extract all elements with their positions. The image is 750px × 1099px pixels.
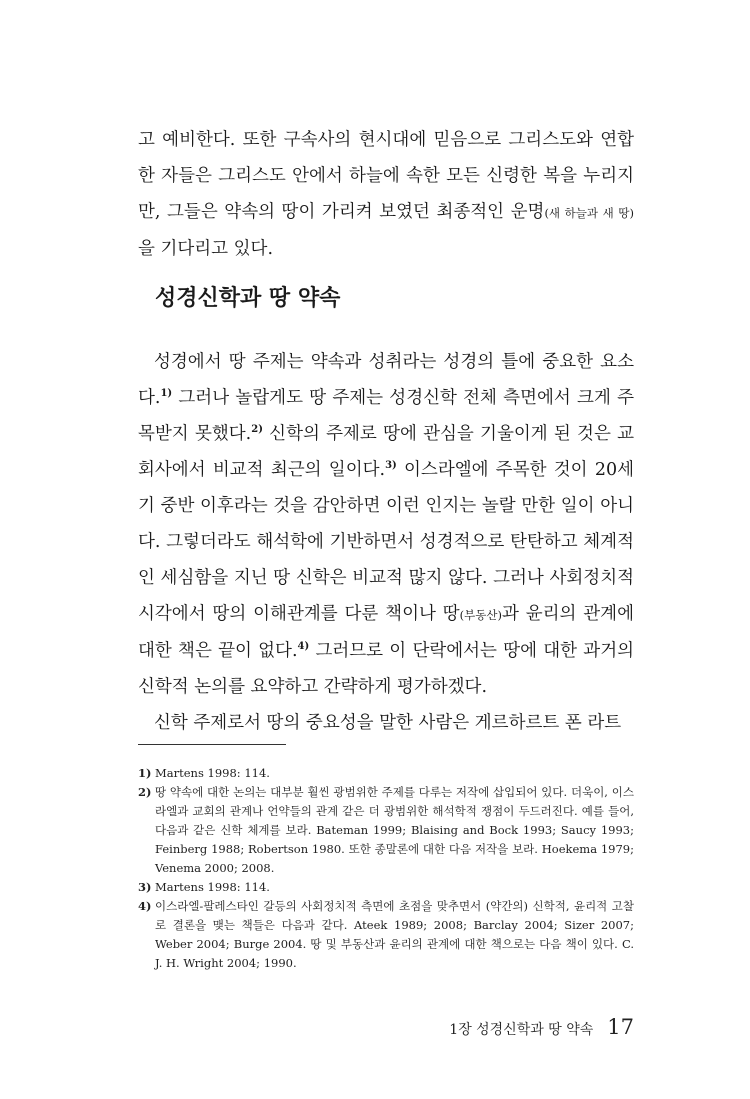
intro-text: 고 예비한다. 또한 구속사의 현시대에 믿음으로 그리스도와 연합한 자들은 그리스도 안에서 하늘에 속한 모든 신령한 복을 누리지만, 그들은 약속의 땅이 가리켜 보였던 최종적인 운명: [138, 130, 634, 222]
section-heading: 성경신학과 땅 약속: [155, 286, 341, 311]
footnote-item: [138, 764, 634, 783]
running-title: 1장 성경신학과 땅 약속: [449, 1022, 594, 1038]
footnote-item: [138, 897, 634, 973]
main-text: [138, 344, 634, 741]
paragraph-2: 신학 주제로서 땅의 중요성을 말한 사람은 게르하르트 폰 라트: [154, 713, 622, 733]
intro-note: (새 하늘과 새 땅): [544, 206, 634, 220]
page-number: 17: [607, 1015, 634, 1039]
footnote-item: [138, 878, 634, 897]
footnote-number: 4): [138, 899, 152, 913]
footnote-number: 3): [138, 880, 152, 894]
footnotes: [138, 764, 634, 973]
intro-text-after: 을 기다리고 있다.: [138, 239, 274, 259]
p1-sentence-4: 이스라엘에 주목한 것이 20세기 중반 이후라는 것을 감안하면 이런 인지는 놀랄 만한 일이 아니다. 그렇더라도 해석학에 기반하면서 성경적으로 탄탄하고 체계적인 세심함을 지닌 땅 신학은 비교적 많지 않다. 그러나 사회정치적 시각에서 땅의 이해관계를 다룬 책이나 땅: [138, 460, 634, 624]
footnote-divider: [138, 744, 286, 745]
footnote-ref-4[interactable]: 4): [297, 641, 310, 653]
p1-sentence-1: 성경에서 땅 주제는 약속과 성취라는 성경의 틀에 중요한 요소다.: [138, 352, 634, 408]
p1-sentence-6: 그러므로 이 단락에서는 땅에 대한 과거의 신학적 논의를 요약하고 간략하게 평가하겠다.: [138, 641, 634, 697]
footnote-number: 1): [138, 766, 152, 780]
p1-sentence-5: 과 윤리의 관계에 대한 책은 끝이 없다.: [138, 604, 634, 661]
footnote-text: 땅 약속에 대한 논의는 대부분 훨씬 광범위한 주제를 다루는 저작에 삽입되어 있다. 더욱이, 이스라엘과 교회의 관계나 언약들의 관계 같은 더 광범위한 해석학적 쟁점이 두드러진다. 예를 들어, 다음과 같은 신학 체계를 보라. Bateman 1999; Blaising and Bock 1993; Saucy 1993; Feinberg 1988; Robertson 1980. 또한 종말론에 대한 다음 저작을 보라. Hoekema 1979; Venema 2000; 2008.: [155, 785, 634, 875]
footnote-item: [138, 783, 634, 878]
footnote-number: 2): [138, 785, 152, 799]
footnote-text: 이스라엘-팔레스타인 갈등의 사회정치적 측면에 초점을 맞추면서 (약간의) 신학적, 윤리적 고찰로 결론을 맺는 책들은 다음과 같다. Ateek 1989; 2008; Barclay 2004; Sizer 2007; Weber 2004; Burge 2004. 땅 및 부동산과 윤리의 관계에 대한 책으로는 다음 책이 있다. C. J. H. Wright 2004; 1990.: [155, 899, 634, 970]
footnote-text: Martens 1998: 114.: [155, 880, 270, 894]
footnote-text: Martens 1998: 114.: [155, 766, 270, 780]
intro-paragraph: [138, 122, 634, 267]
paragraph-1: [138, 344, 634, 705]
p1-sentence-2: 그러나 놀랍게도 땅 주제는 성경신학 전체 측면에서 크게 주목받지 못했다.: [138, 388, 634, 444]
footnote-ref-3[interactable]: 3): [385, 460, 397, 472]
p1-note: (부동산): [459, 608, 502, 622]
footnote-ref-1[interactable]: 1): [160, 388, 173, 400]
p1-sentence-3: 신학의 주제로 땅에 관심을 기울이게 된 것은 교회사에서 비교적 최근의 일이다.: [138, 424, 634, 480]
footnote-ref-2[interactable]: 2): [251, 424, 263, 436]
page-footer: [449, 1015, 634, 1039]
